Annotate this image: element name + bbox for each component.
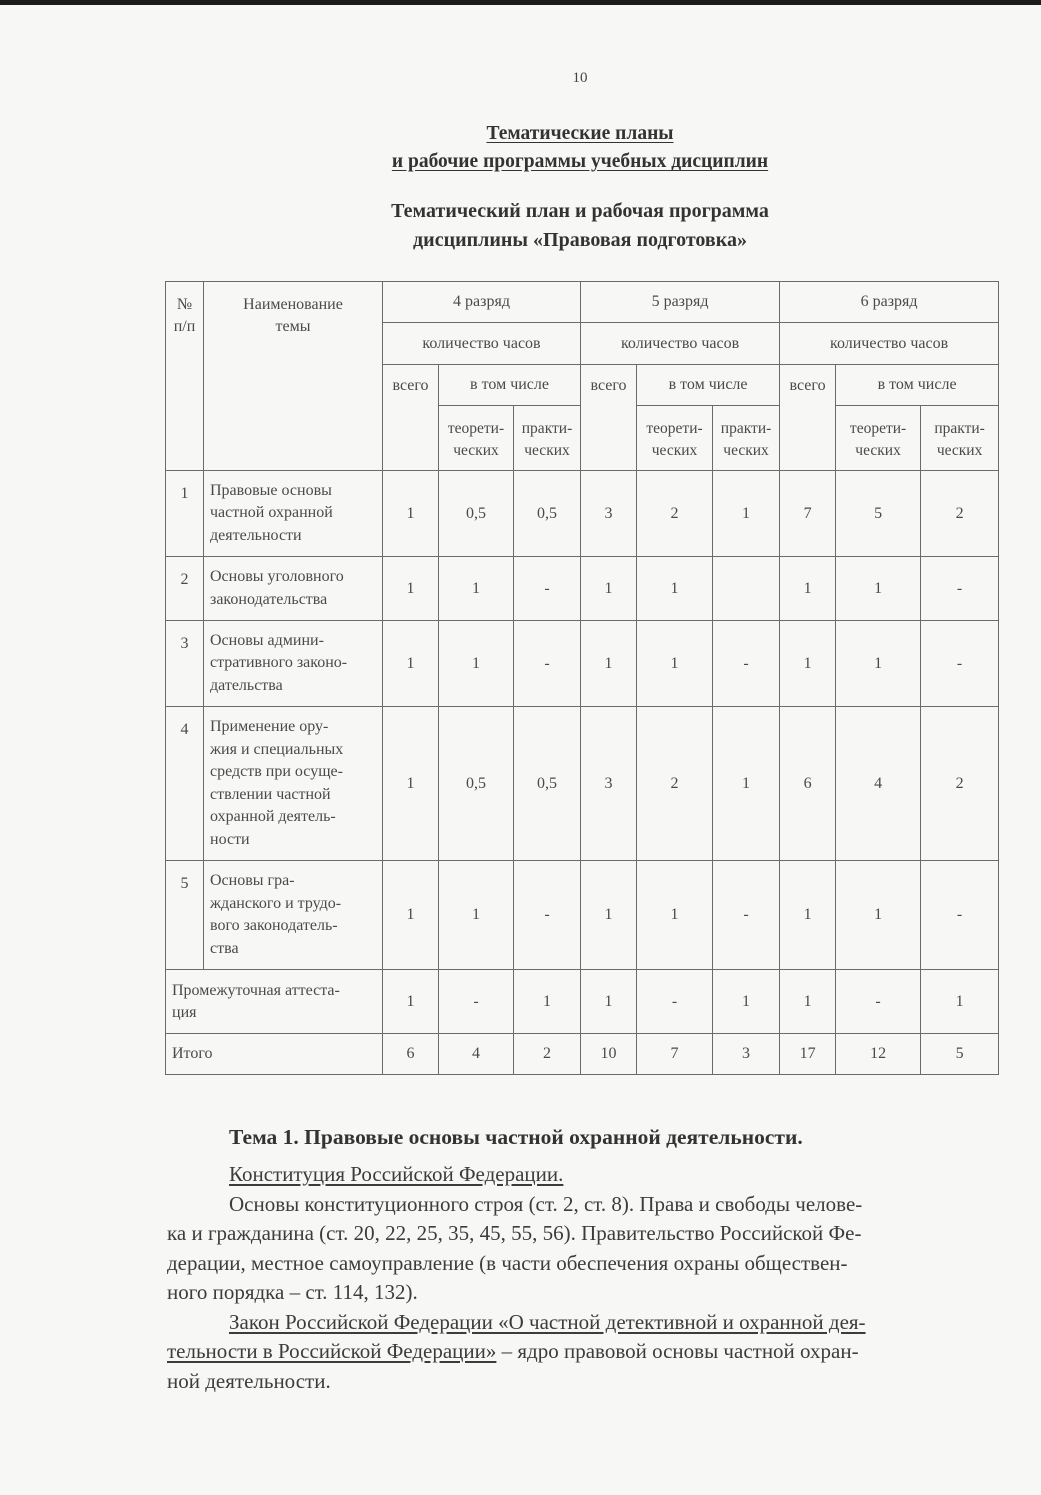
- cell-value: -: [921, 621, 999, 707]
- cell-value: 1: [713, 707, 780, 861]
- header-name-line1: Наименование: [243, 296, 343, 313]
- cell-value: 1: [713, 471, 780, 557]
- topic-1-body: [167, 1160, 999, 1396]
- cell-value: 17: [780, 1034, 836, 1075]
- cell-value: 7: [780, 471, 836, 557]
- total-row: [166, 1034, 999, 1075]
- paragraph-line: ка и гражданина (ст. 20, 22, 25, 35, 45, 55, 56). Правительство Российской Фе-: [167, 1221, 862, 1245]
- cell-value: 1: [581, 557, 637, 621]
- cell-value: 3: [713, 1034, 780, 1075]
- cell-value: -: [514, 861, 581, 970]
- topic-1-title: Тема 1. Правовые основы частной охранной деятельности.: [229, 1125, 803, 1149]
- table-row: [166, 621, 999, 707]
- cell-value: 1: [383, 970, 439, 1034]
- header-topic-name: [204, 282, 383, 471]
- row-num: 2: [166, 557, 204, 621]
- row-topic-name: Правовые основы частной охранной деятельности: [204, 471, 383, 557]
- header-hours-5: количество часов: [581, 323, 780, 365]
- row-topic-name: Основы гра- жданского и трудо- вого законодатель- ства: [204, 861, 383, 970]
- cell-value: -: [921, 861, 999, 970]
- cell-value: 2: [514, 1034, 581, 1075]
- cell-value: 1: [637, 861, 713, 970]
- plan-heading: [0, 197, 1041, 255]
- cell-value: 1: [383, 707, 439, 861]
- header-total-4: всего: [383, 365, 439, 471]
- cell-value: 1: [581, 861, 637, 970]
- cell-value: [713, 557, 780, 621]
- total-label: Итого: [166, 1034, 383, 1075]
- cell-value: 1: [383, 861, 439, 970]
- cell-value: 10: [581, 1034, 637, 1075]
- cell-value: -: [713, 621, 780, 707]
- row-num: 5: [166, 861, 204, 970]
- cell-value: 1: [514, 970, 581, 1034]
- section-heading: [0, 120, 1041, 176]
- law-heading-line2: тельности в Российской Федерации»: [167, 1339, 497, 1363]
- cell-value: 0,5: [514, 707, 581, 861]
- cell-value: 6: [780, 707, 836, 861]
- header-grade-4: 4 разряд: [383, 282, 581, 323]
- cell-value: -: [514, 557, 581, 621]
- cell-value: 12: [836, 1034, 921, 1075]
- header-name-line2: темы: [275, 318, 311, 335]
- header-row-grades: [166, 282, 999, 323]
- header-theory-4: теорети- ческих: [439, 406, 514, 471]
- header-hours-6: количество часов: [780, 323, 999, 365]
- table-row: [166, 471, 999, 557]
- cell-value: -: [836, 970, 921, 1034]
- header-num-line1: №: [176, 296, 193, 313]
- constitution-heading: Конституция Российской Федерации.: [229, 1162, 564, 1186]
- cell-value: -: [713, 861, 780, 970]
- cell-value: 5: [921, 1034, 999, 1075]
- cell-value: 3: [581, 471, 637, 557]
- header-including-5: в том числе: [637, 365, 780, 406]
- cell-value: 1: [713, 970, 780, 1034]
- cell-value: 1: [836, 861, 921, 970]
- cell-value: 1: [836, 621, 921, 707]
- cell-value: 0,5: [439, 471, 514, 557]
- header-num-line2: п/п: [173, 318, 196, 335]
- cell-value: 1: [383, 471, 439, 557]
- cell-value: 1: [637, 557, 713, 621]
- header-theory-6: теорети- ческих: [836, 406, 921, 471]
- law-heading-line1: Закон Российской Федерации «О частной детективной и охранной дея-: [229, 1309, 866, 1334]
- header-grade-5: 5 разряд: [581, 282, 780, 323]
- cell-value: 1: [581, 970, 637, 1034]
- row-topic-name: Основы уголовного законодательства: [204, 557, 383, 621]
- cell-value: 1: [780, 970, 836, 1034]
- paragraph-line: ной деятельности.: [167, 1368, 331, 1393]
- cell-value: 1: [780, 861, 836, 970]
- page-number: 10: [572, 70, 588, 86]
- cell-value: 2: [921, 707, 999, 861]
- header-practice-5: практи- ческих: [713, 406, 780, 471]
- cell-value: 1: [383, 621, 439, 707]
- cell-value: 1: [383, 557, 439, 621]
- cell-value: 1: [439, 861, 514, 970]
- table-row: [166, 861, 999, 970]
- cell-value: 2: [637, 471, 713, 557]
- row-num: 1: [166, 471, 204, 557]
- cell-value: 1: [637, 621, 713, 707]
- cell-value: 7: [637, 1034, 713, 1075]
- cell-value: 4: [439, 1034, 514, 1075]
- row-topic-name: Применение ору- жия и специальных средств при осуще- ствлении частной охранной деятель- ности: [204, 707, 383, 861]
- section-heading-line2: и рабочие программы учебных дисциплин: [391, 151, 769, 172]
- header-including-6: в том числе: [836, 365, 999, 406]
- cell-value: 0,5: [439, 707, 514, 861]
- cell-value: 1: [581, 621, 637, 707]
- header-grade-6: 6 разряд: [780, 282, 999, 323]
- interim-attestation-label: Промежуточная аттеста- ция: [166, 970, 383, 1034]
- cell-value: 2: [921, 471, 999, 557]
- header-hours-4: количество часов: [383, 323, 581, 365]
- cell-value: -: [637, 970, 713, 1034]
- cell-value: 1: [439, 621, 514, 707]
- thematic-plan-table: [165, 281, 999, 1075]
- row-num: 3: [166, 621, 204, 707]
- cell-value: -: [514, 621, 581, 707]
- plan-heading-line2: дисциплины «Правовая подготовка»: [413, 229, 747, 251]
- plan-heading-line1: Тематический план и рабочая программа: [391, 200, 769, 222]
- header-num: [166, 282, 204, 471]
- scan-top-edge: [0, 0, 1041, 5]
- cell-value: 2: [637, 707, 713, 861]
- cell-value: 4: [836, 707, 921, 861]
- row-num: 4: [166, 707, 204, 861]
- header-practice-6: практи- ческих: [921, 406, 999, 471]
- section-heading-line1: Тематические планы: [486, 123, 674, 144]
- header-including-4: в том числе: [439, 365, 581, 406]
- paragraph-line: дерации, местное самоуправление (в части обеспечения охраны обществен-: [167, 1250, 848, 1275]
- cell-value: 0,5: [514, 471, 581, 557]
- header-total-6: всего: [780, 365, 836, 471]
- interim-attestation-row: [166, 970, 999, 1034]
- cell-value: 5: [836, 471, 921, 557]
- cell-value: 1: [439, 557, 514, 621]
- header-practice-4: практи- ческих: [514, 406, 581, 471]
- row-topic-name: Основы админи- стративного законо- дательства: [204, 621, 383, 707]
- cell-value: 1: [921, 970, 999, 1034]
- header-theory-5: теорети- ческих: [637, 406, 713, 471]
- paragraph-line: ного порядка – ст. 114, 132).: [167, 1280, 418, 1304]
- cell-value: 3: [581, 707, 637, 861]
- cell-value: -: [439, 970, 514, 1034]
- header-total-5: всего: [581, 365, 637, 471]
- paragraph-line: Основы конституционного строя (ст. 2, ст. 8). Права и свободы челове-: [229, 1191, 863, 1216]
- table-row: [166, 557, 999, 621]
- law-description: – ядро правовой основы частной охран-: [496, 1339, 859, 1363]
- cell-value: 1: [780, 557, 836, 621]
- table-row: [166, 707, 999, 861]
- cell-value: 6: [383, 1034, 439, 1075]
- cell-value: -: [921, 557, 999, 621]
- cell-value: 1: [836, 557, 921, 621]
- cell-value: 1: [780, 621, 836, 707]
